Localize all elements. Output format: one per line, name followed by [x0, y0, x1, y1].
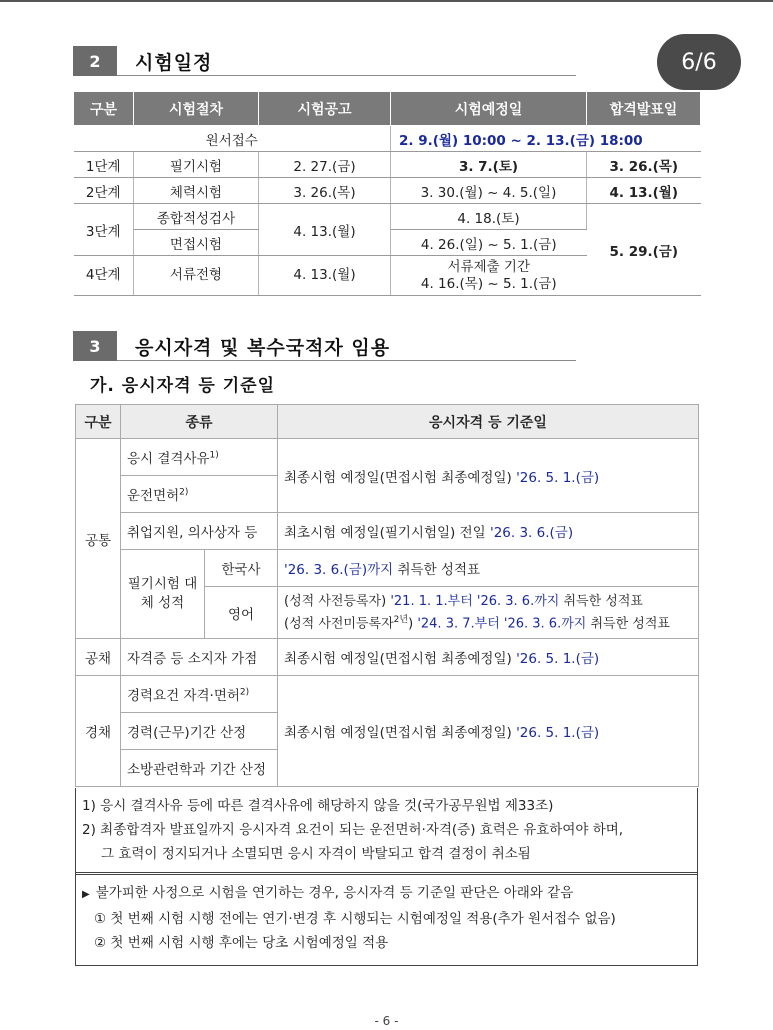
written-substitute-cell: 필기시험 대체 성적	[121, 550, 205, 639]
section-title: 응시자격 및 복수국적자 임용	[135, 337, 391, 359]
table-row	[76, 439, 699, 476]
table-header-row	[74, 92, 701, 126]
footnote-marker: 1)	[209, 450, 219, 461]
procedure-cell: 체력시험	[134, 178, 259, 204]
reference-date: '26. 5. 1.(금)	[516, 725, 600, 741]
kind-label: 경력요건 자격·면허	[127, 688, 240, 704]
reference-date-cell	[278, 550, 699, 587]
section-3-header	[73, 331, 576, 361]
table-header-row	[76, 405, 699, 439]
footnote-marker: 2년	[393, 614, 409, 625]
column-header: 합격발표일	[587, 92, 701, 126]
subkind-cell: 한국사	[205, 550, 278, 587]
notice-cell: 2. 27.(금)	[259, 152, 391, 178]
reference-date: '26. 3. 6.(금)	[490, 525, 574, 541]
table-row	[74, 152, 701, 178]
exam-date-cell: 4. 26.(일) ~ 5. 1.(금)	[391, 230, 587, 256]
footnote-2-line-1: 2) 최종합격자 발표일까지 응시자격 요건이 되는 운전면허·자격(증) 효력은 유효하여야 하며,	[82, 822, 624, 838]
table-row	[76, 550, 699, 587]
column-header: 응시자격 등 기준일	[278, 405, 699, 439]
procedure-cell: 서류전형	[134, 256, 259, 296]
reference-date: '26. 5. 1.(금)	[516, 469, 600, 486]
registration-label: 원서접수	[74, 126, 391, 152]
postponement-note-box	[75, 872, 698, 966]
column-header: 시험공고	[259, 92, 391, 126]
section-title: 시험일정	[135, 52, 213, 74]
category-cell: 경채	[76, 676, 121, 787]
stage-cell: 1단계	[74, 152, 134, 178]
exam-date-cell: 3. 7.(토)	[391, 152, 587, 178]
exam-date-cell: 4. 18.(토)	[391, 204, 587, 230]
table-row	[76, 639, 699, 676]
reference-date: '21. 1. 1.부터 '26. 3. 6.까지	[390, 593, 560, 609]
table-row	[74, 178, 701, 204]
footnote-2-line-2: 그 효력이 정지되거나 소멸되면 응시 자격이 박탈되고 합격 결정이 취소됨	[101, 846, 531, 862]
column-header: 구분	[74, 92, 134, 126]
table-row	[76, 676, 699, 713]
column-header: 시험예정일	[391, 92, 587, 126]
reference-text: 최초시험 예정일(필기시험일) 전일	[284, 525, 486, 541]
reference-text: 최종시험 예정일(면접시험 최종예정일)	[284, 651, 512, 667]
reference-date: '24. 3. 7.부터 '26. 3. 6.까지	[417, 616, 587, 632]
procedure-cell: 종합적성검사	[134, 204, 259, 230]
section-number: 3	[73, 331, 117, 361]
postponement-item-1: ① 첫 번째 시험 시행 전에는 연기·변경 후 시행되는 시험예정일 적용(추가 원서접수 없음)	[94, 911, 616, 927]
postponement-item-2: ② 첫 번째 시험 시행 후에는 당초 시험예정일 적용	[94, 935, 389, 951]
document-period-dates: 4. 16.(목) ~ 5. 1.(금)	[420, 275, 557, 292]
notice-cell: 4. 13.(월)	[259, 256, 391, 296]
category-cell: 공채	[76, 639, 121, 676]
reference-text: 취득한 성적표	[563, 593, 643, 609]
kind-label: 응시 결격사유	[127, 451, 210, 467]
bullet-text: 불가피한 사정으로 시험을 연기하는 경우, 응시자격 등 기준일 판단은 아래와 같음	[95, 885, 574, 901]
registration-period: 2. 9.(월) 10:00 ~ 2. 13.(금) 18:00	[391, 126, 701, 152]
exam-date-cell: 3. 30.(월) ~ 4. 5.(일)	[391, 178, 587, 204]
result-date-cell: 4. 13.(월)	[587, 178, 701, 204]
kind-cell: 자격증 등 소지자 가점	[121, 639, 278, 676]
kind-cell: 소방관련학과 기간 산정	[121, 750, 278, 787]
kind-cell	[121, 439, 278, 476]
procedure-cell: 필기시험	[134, 152, 259, 178]
reference-date-cell	[278, 639, 699, 676]
procedure-cell: 면접시험	[134, 230, 259, 256]
footnote-1: 1) 응시 결격사유 등에 따른 결격사유에 해당하지 않을 것(국가공무원법 제33조)	[82, 798, 554, 814]
kind-cell: 취업지원, 의사상자 등	[121, 513, 278, 550]
kind-cell: 경력(근무)기간 산정	[121, 713, 278, 750]
exam-schedule-table	[73, 91, 701, 296]
column-header: 시험절차	[134, 92, 259, 126]
stage-cell: 4단계	[74, 256, 134, 296]
reference-text: 최종시험 예정일(면접시험 최종예정일)	[284, 725, 512, 741]
subsection-title: 가. 응시자격 등 기준일	[90, 376, 276, 396]
reference-date-cell	[278, 439, 699, 513]
footnotes-box	[75, 788, 698, 875]
qualification-date-table	[75, 404, 699, 787]
table-row	[76, 513, 699, 550]
reference-text: 취득한 성적표	[397, 562, 481, 578]
result-date-cell: 5. 29.(금)	[587, 204, 701, 296]
notice-cell: 3. 26.(목)	[259, 178, 391, 204]
result-date-cell: 3. 26.(목)	[587, 152, 701, 178]
kind-cell	[121, 476, 278, 513]
category-cell: 공통	[76, 439, 121, 639]
reference-date: '26. 5. 1.(금)	[516, 651, 600, 667]
exam-date-cell	[391, 256, 587, 296]
subkind-cell: 영어	[205, 587, 278, 639]
kind-label: 운전면허	[127, 488, 180, 504]
table-row	[74, 126, 701, 152]
english-registered-line	[284, 592, 692, 611]
document-period-label: 서류제출 기간	[447, 258, 531, 275]
page-indicator-badge: 6/6	[657, 34, 741, 90]
footnote-marker: 2)	[239, 687, 250, 698]
stage-cell: 2단계	[74, 178, 134, 204]
triangle-bullet-icon: ▶	[82, 889, 90, 900]
postponement-bullet	[76, 881, 697, 907]
reference-date: '26. 3. 6.(금)까지	[284, 562, 394, 578]
reference-text: (성적 사전등록자)	[284, 593, 387, 609]
section-number: 2	[73, 46, 117, 76]
column-header: 종류	[121, 405, 278, 439]
column-header: 구분	[76, 405, 121, 439]
page-footer-number: - 6 -	[374, 1014, 399, 1028]
reference-text: )	[408, 616, 414, 632]
notice-cell: 4. 13.(월)	[259, 204, 391, 256]
reference-text: 취득한 성적표	[590, 616, 670, 632]
reference-date-cell	[278, 513, 699, 550]
stage-cell: 3단계	[74, 204, 134, 256]
section-2-header	[73, 46, 576, 76]
reference-date-cell	[278, 676, 699, 787]
reference-text: (성적 사전미등록자	[284, 616, 394, 632]
reference-text: 최종시험 예정일(면접시험 최종예정일)	[284, 469, 512, 486]
reference-date-cell	[278, 587, 699, 639]
top-border-line	[0, 0, 773, 2]
english-unregistered-line	[284, 611, 692, 633]
kind-cell	[121, 676, 278, 713]
table-row	[74, 204, 701, 230]
footnote-marker: 2)	[179, 487, 189, 498]
